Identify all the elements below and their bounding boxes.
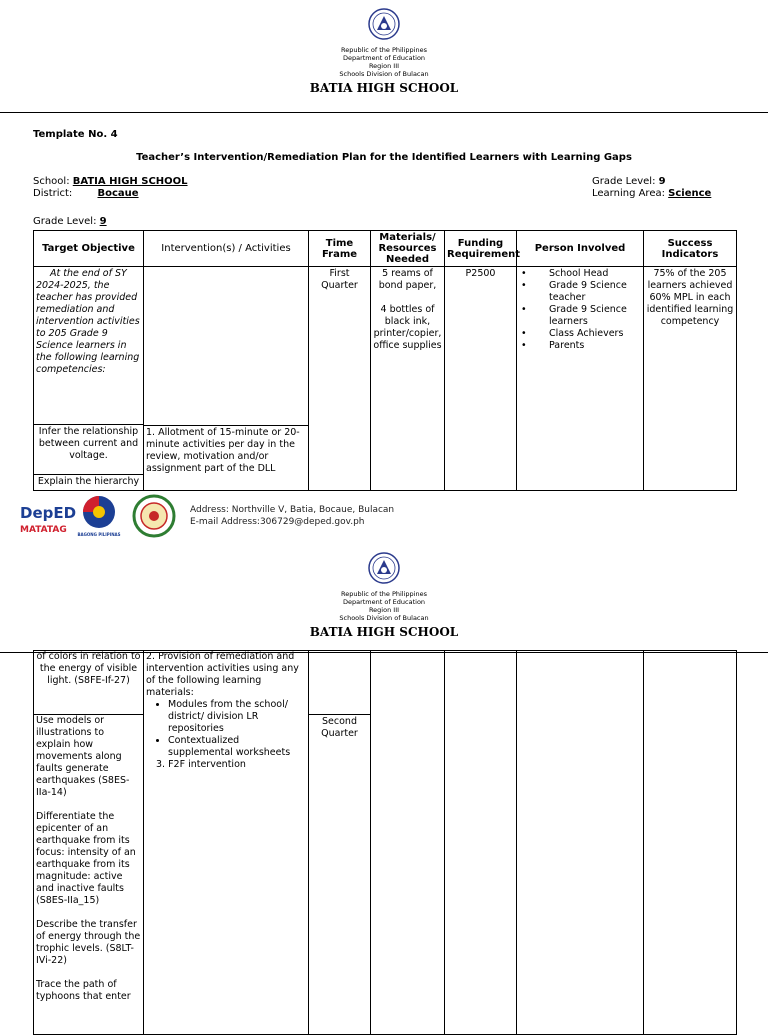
info-right	[592, 176, 711, 200]
deped-logo-text: DepED	[20, 504, 77, 522]
table-row	[34, 651, 737, 715]
document-title: Teacher’s Intervention/Remediation Plan for the Identified Learners with Learning Gaps	[136, 152, 632, 163]
address-line: Address: Northville V, Batia, Bocaue, Bulacan	[190, 505, 395, 515]
materials-cell	[371, 267, 445, 491]
info-left	[33, 176, 188, 200]
header-target-objective: Target Objective	[34, 231, 144, 267]
template-number: Template No. 4	[33, 129, 118, 140]
time-frame-empty	[309, 651, 371, 715]
time-frame-1: First Quarter	[309, 267, 371, 491]
intervention-1: 1. Allotment of 15-minute or 20-minute activities per day in the review, motivation and/or assignment part of the DLL	[146, 427, 300, 474]
school-label: School:	[33, 176, 70, 187]
person-item: • Parents	[519, 340, 641, 352]
header-time-frame: Time Frame	[309, 231, 371, 267]
deped-matatag-logo-icon	[18, 498, 77, 538]
competency-item: Differentiate the epicenter of an earthquake from its focus: intensity of an earthquake from its magnitude: active and inactive faults (S8ES-IIa_15)	[36, 811, 136, 906]
success-empty	[644, 651, 737, 1035]
letterhead-page2	[0, 590, 768, 639]
materials-empty	[371, 651, 445, 1035]
email-line: E-mail Address:306729@deped.gov.ph	[190, 517, 365, 527]
deped-seal-icon-page2	[368, 552, 400, 584]
district-value: Bocaue	[97, 188, 139, 199]
letterhead-line-4: Schools Division of Bulacan	[339, 614, 429, 622]
school-name: BATIA HIGH SCHOOL	[309, 81, 459, 95]
letterhead-line-3: Region III	[368, 62, 400, 70]
funding-empty	[445, 651, 517, 1035]
header-success-indicators: Success Indicators	[644, 231, 737, 267]
letterhead-line-1: Republic of the Philippines	[341, 590, 427, 598]
funding-cell: P2500	[445, 267, 517, 491]
intervention-cell	[144, 267, 309, 491]
bagong-pilipinas-logo-icon	[75, 494, 123, 538]
header-materials: Materials/ Resources Needed	[371, 231, 445, 267]
materials-ink: 4 bottles of black ink, printer/copier, office supplies	[373, 304, 442, 351]
bagong-pilipinas-text: BAGONG PILIPINAS	[77, 532, 121, 537]
materials-list	[146, 699, 306, 759]
grade-value-left: 9	[99, 216, 107, 227]
header-divider	[0, 112, 768, 113]
deped-seal-icon	[368, 8, 400, 40]
letterhead-line-4: Schools Division of Bulacan	[339, 70, 429, 78]
letterhead	[0, 46, 768, 95]
intervention-cell-page2	[144, 651, 309, 1035]
grade-value-right: 9	[658, 176, 666, 187]
table-header-row	[34, 231, 737, 267]
person-item: • Grade 9 Science learners	[519, 304, 641, 328]
intervention-3: 3. F2F intervention	[156, 759, 246, 770]
header-interventions: Intervention(s) / Activities	[144, 231, 309, 267]
list-item: • Contextualized supplemental worksheets	[168, 735, 306, 759]
grade-level-left	[33, 216, 107, 227]
success-cell: 75% of the 205 learners achieved 60% MPL in each identified learning competency	[644, 267, 737, 491]
person-item: • Grade 9 Science teacher	[519, 280, 641, 304]
persons-cell	[517, 267, 644, 491]
time-frame-2: Second Quarter	[309, 715, 371, 1035]
person-item: • School Head	[519, 268, 641, 280]
competency-cell	[34, 715, 144, 1035]
footer-logos	[18, 494, 176, 542]
table-row	[34, 267, 737, 425]
letterhead-line-1: Republic of the Philippines	[341, 46, 427, 54]
bulacan-seal-icon	[132, 494, 176, 538]
objective-colors: of colors in relation to the energy of visible light. (S8FE-If-27)	[34, 651, 144, 715]
plan-table-page2	[33, 650, 737, 1035]
intervention-2: 2. Provision of remediation and intervention activities using any of the following learning materials:	[146, 651, 299, 698]
letterhead-line-2: Department of Education	[342, 54, 426, 62]
letterhead-line-3: Region III	[368, 606, 400, 614]
competency-item: Use models or illustrations to explain how movements along faults generate earthquakes (S8ES-IIa-14)	[36, 715, 130, 798]
list-item: • Modules from the school/ district/ division LR repositories	[168, 699, 306, 735]
objective-hierarchy: Explain the hierarchy	[34, 475, 144, 491]
competency-item: Describe the transfer of energy through the trophic levels. (S8LT-IVi-22)	[36, 919, 141, 966]
area-value: Science	[668, 188, 712, 199]
school-name: BATIA HIGH SCHOOL	[309, 625, 459, 639]
person-item: • Class Achievers	[519, 328, 641, 340]
objective-intro: At the end of SY 2024-2025, the teacher has provided remediation and intervention activities to 205 Grade 9 Science learners in the following learning competencies:	[34, 267, 144, 425]
plan-table-page1	[33, 230, 737, 491]
grade-label-right: Grade Level:	[592, 176, 656, 187]
footer-address	[190, 504, 394, 528]
header-person-involved: Person Involved	[517, 231, 644, 267]
letterhead-line-2: Department of Education	[342, 598, 426, 606]
objective-current-voltage: Infer the relationship between current and voltage.	[34, 425, 144, 475]
competency-item: Trace the path of typhoons that enter	[36, 979, 131, 1002]
header-funding: Funding Requirement	[445, 231, 517, 267]
area-label: Learning Area:	[592, 188, 665, 199]
school-value: BATIA HIGH SCHOOL	[72, 176, 188, 187]
persons-empty	[517, 651, 644, 1035]
district-label: District:	[33, 188, 73, 199]
matatag-logo-text: MATATAG	[20, 525, 67, 535]
materials-paper: 5 reams of bond paper,	[378, 268, 437, 291]
grade-label-left: Grade Level:	[33, 216, 97, 227]
